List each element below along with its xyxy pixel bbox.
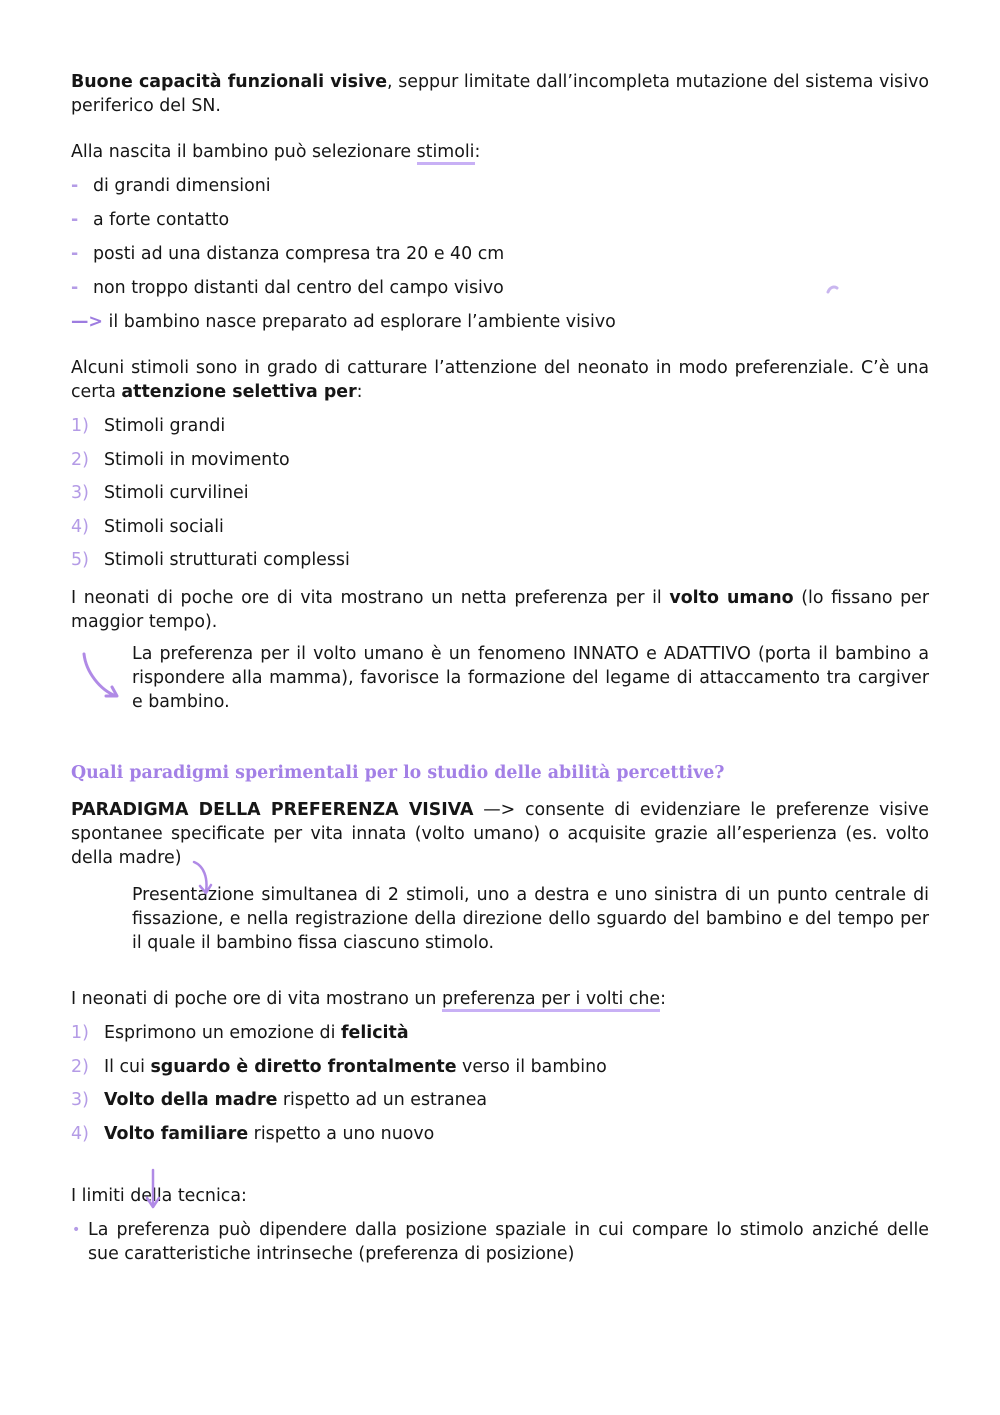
list-number: 3) xyxy=(71,483,89,503)
intro-paragraph xyxy=(71,70,929,118)
highlight-stimoli: stimoli xyxy=(417,142,475,165)
list-item-post: rispetto ad un estranea xyxy=(277,1090,488,1110)
list-item xyxy=(71,276,929,300)
selective-attention-paragraph xyxy=(71,356,929,404)
list-item-text: Stimoli sociali xyxy=(104,516,224,537)
list-item-text: Stimoli strutturati complessi xyxy=(104,550,350,570)
bullet-marker: • xyxy=(72,1221,81,1238)
stimuli-intro xyxy=(71,140,929,164)
selective-bold: attenzione selettiva per xyxy=(121,382,357,402)
list-item-bold: Volto della madre xyxy=(104,1090,278,1110)
list-item xyxy=(71,1088,929,1112)
paradigm-text: —> consente di evidenziare le preferenze visive spontanee specificate per vita innata (volto umano) o acquisite grazie all’esperienza (es. volto della madre) xyxy=(71,800,929,868)
face-bold: volto umano xyxy=(669,588,794,608)
list-item-text: di grandi dimensioni xyxy=(93,176,271,196)
stimuli-intro-text: Alla nascita il bambino può selezionare xyxy=(71,142,417,162)
selective-colon: : xyxy=(356,382,363,402)
limits-heading: I limiti della tecnica: xyxy=(71,1185,247,1206)
list-item xyxy=(71,242,929,266)
preference-intro xyxy=(71,987,929,1011)
list-item xyxy=(71,548,929,572)
face-preference-list xyxy=(71,1021,929,1146)
list-number: 2) xyxy=(71,449,89,470)
arrow-line xyxy=(71,310,929,334)
list-item xyxy=(71,414,929,438)
list-item xyxy=(71,1218,929,1266)
arrow-line-text: il bambino nasce preparato ad esplorare l’ambiente visivo xyxy=(102,312,616,332)
preference-text: I neonati di poche ore di vita mostrano un xyxy=(71,989,442,1009)
preference-colon: : xyxy=(660,989,666,1009)
list-item-bold: Volto familiare xyxy=(104,1123,249,1144)
list-item xyxy=(71,208,929,232)
list-item-bold: felicità xyxy=(340,1023,409,1043)
innate-paragraph: La preferenza per il volto umano è un fenomeno INNATO e ADATTIVO (porta il bambino a rispondere alla mamma), favorisce la formazione del legame di attaccamento tra cargiver e bambino. xyxy=(132,644,929,712)
intro-text: , seppur limitate dall’incompleta mutazione del sistema visivo periferico del SN. xyxy=(71,72,929,116)
section-heading: Quali paradigmi sperimentali per lo studio delle abilità percettive? xyxy=(71,763,725,783)
list-item-post: rispetto a uno nuovo xyxy=(248,1123,435,1144)
stray-mark-icon xyxy=(825,283,841,295)
dash-marker: - xyxy=(71,278,79,298)
stimuli-dash-list xyxy=(71,174,929,300)
list-item-text: Esprimono un emozione di xyxy=(104,1023,341,1043)
list-number: 2) xyxy=(71,1056,89,1077)
list-item xyxy=(71,1021,929,1045)
list-item-text: La preferenza può dipendere dalla posizione spaziale in cui compare lo stimolo anziché delle sue caratteristiche intrinseche (preferenza di posizione) xyxy=(88,1219,929,1264)
list-item-text: Stimoli curvilinei xyxy=(104,483,249,503)
list-item-text: posti ad una distanza compresa tra 20 e 40 cm xyxy=(93,244,505,264)
list-item-text: non troppo distanti dal centro del campo visivo xyxy=(93,278,504,298)
human-face-paragraph xyxy=(71,586,929,634)
face-text: I neonati di poche ore di vita mostrano un netta preferenza per il xyxy=(71,588,670,608)
list-item-text: Il cui xyxy=(104,1056,151,1077)
list-item-text: Stimoli grandi xyxy=(104,416,226,436)
stimuli-intro-colon: : xyxy=(474,142,481,162)
list-item xyxy=(71,174,929,198)
highlight-preference: preferenza per i volti che xyxy=(442,989,660,1012)
down-arrow-icon xyxy=(143,1168,165,1212)
list-item xyxy=(71,481,929,505)
paradigm-bold: PARADIGMA DELLA PREFERENZA VISIVA xyxy=(71,800,474,820)
list-number: 4) xyxy=(71,516,89,537)
list-number: 3) xyxy=(71,1090,89,1110)
selective-text: Alcuni stimoli sono in grado di catturare l’attenzione del neonato in modo preferenziale. C’è una certa xyxy=(71,358,929,402)
dash-marker: - xyxy=(71,210,79,230)
list-number: 1) xyxy=(71,416,89,436)
list-item xyxy=(71,1122,929,1146)
face-after: (lo fissano per maggior tempo). xyxy=(71,588,929,632)
list-item xyxy=(71,1055,929,1079)
presentation-paragraph: Presentazione simultanea di 2 stimoli, uno a destra e uno sinistra di un punto centrale di fissazione, e nella registrazione della direzione dello sguardo del bambino e del tempo per il quale il bambino fissa ciascuno stimolo. xyxy=(132,885,929,953)
list-item xyxy=(71,515,929,539)
dash-marker: - xyxy=(71,176,79,196)
list-item xyxy=(71,448,929,472)
list-number: 4) xyxy=(71,1123,89,1144)
limits-list xyxy=(71,1218,929,1266)
curved-arrow-icon xyxy=(190,858,220,898)
list-number: 1) xyxy=(71,1023,89,1043)
curved-arrow-icon xyxy=(78,650,128,700)
list-number: 5) xyxy=(71,550,89,570)
list-item-post: verso il bambino xyxy=(456,1056,607,1077)
list-item-bold: sguardo è diretto frontalmente xyxy=(150,1056,457,1077)
list-item-text: Stimoli in movimento xyxy=(104,449,290,470)
intro-bold: Buone capacità funzionali visive xyxy=(71,72,388,92)
selective-list xyxy=(71,414,929,572)
dash-marker: - xyxy=(71,244,79,264)
document-page xyxy=(71,70,929,1266)
list-item-text: a forte contatto xyxy=(93,210,230,230)
arrow-icon: —> xyxy=(71,312,103,332)
